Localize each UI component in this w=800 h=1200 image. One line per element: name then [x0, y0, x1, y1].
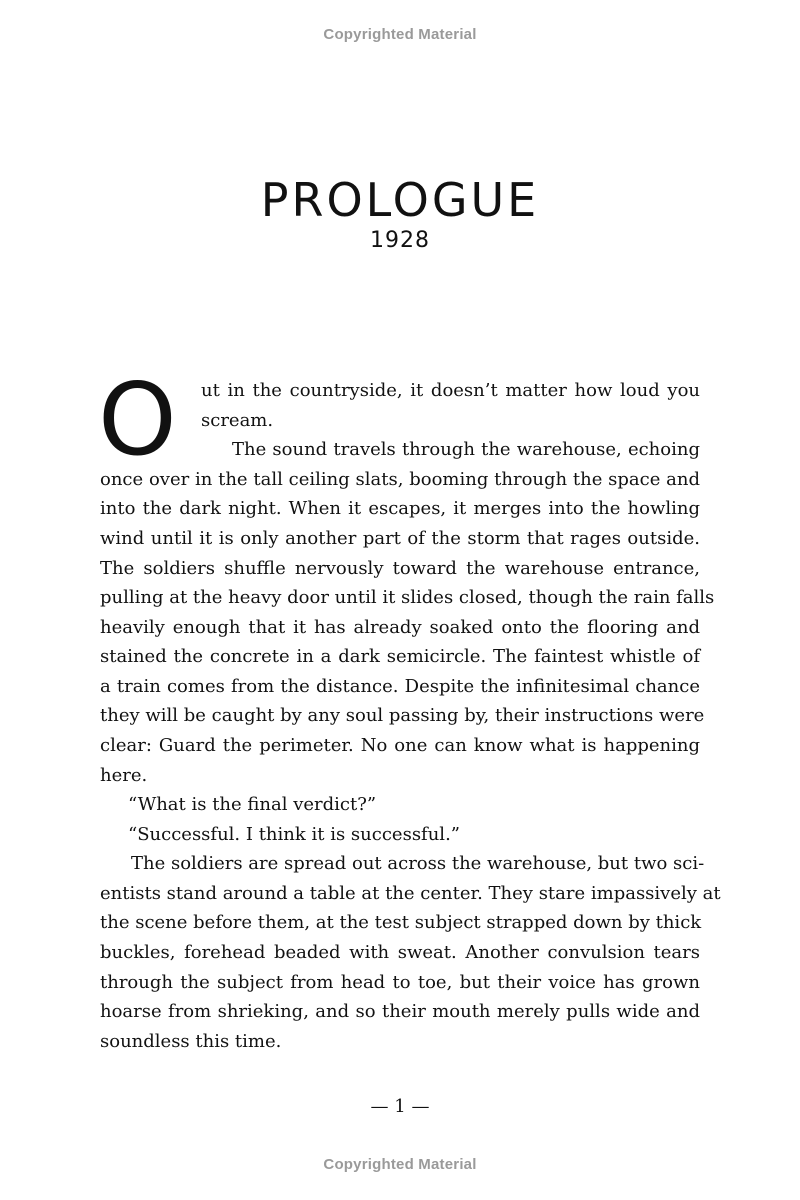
text-line: the scene before them, at the test subject strapped down by thick — [100, 912, 702, 933]
chapter-title: PROLOGUE — [260, 173, 540, 227]
text-line: stained the concrete in a dark semicircle. The faintest whistle of — [100, 646, 700, 667]
text-line: heavily enough that it has already soaked onto the flooring and — [100, 617, 700, 638]
chapter-year: 1928 — [370, 228, 430, 253]
text-line: entists stand around a table at the center. They stare impassively at — [100, 883, 721, 904]
text-line: into the dark night. When it escapes, it merges into the howling — [100, 498, 700, 519]
drop-cap: O — [98, 361, 177, 478]
text-line: “Successful. I think it is successful.” — [128, 824, 460, 845]
text-line: pulling at the heavy door until it slides closed, though the rain falls — [100, 587, 715, 608]
text-line: soundless this time. — [100, 1031, 282, 1052]
text-line: The soldiers are spread out across the warehouse, but two sci- — [131, 853, 705, 874]
text-line: wind until it is only another part of the storm that rages outside. — [100, 528, 700, 549]
text-line: a train comes from the distance. Despite the infinitesimal chance — [100, 676, 700, 697]
text-line: “What is the final verdict?” — [128, 794, 377, 815]
text-line: once over in the tall ceiling slats, booming through the space and — [100, 469, 700, 490]
text-line: The soldiers shuffle nervously toward the warehouse entrance, — [100, 558, 700, 579]
text-line: they will be caught by any soul passing by, their instructions were — [100, 705, 705, 726]
text-line: buckles, forehead beaded with sweat. Another convulsion tears — [100, 942, 700, 963]
text-line: hoarse from shrieking, and so their mouth merely pulls wide and — [100, 1001, 700, 1022]
text-line: ut in the countryside, it doesn’t matter how loud you — [201, 380, 700, 401]
text-line: scream. — [201, 410, 274, 431]
text-line: through the subject from head to toe, but their voice has grown — [100, 972, 700, 993]
text-line: The sound travels through the warehouse, echoing — [232, 439, 700, 460]
copyright-header: Copyrighted Material — [323, 26, 477, 43]
copyright-footer: Copyrighted Material — [323, 1156, 477, 1173]
text-line: clear: Guard the perimeter. No one can know what is happening — [100, 735, 700, 756]
text-line: here. — [100, 765, 148, 786]
page-number: — 1 — — [370, 1096, 430, 1117]
